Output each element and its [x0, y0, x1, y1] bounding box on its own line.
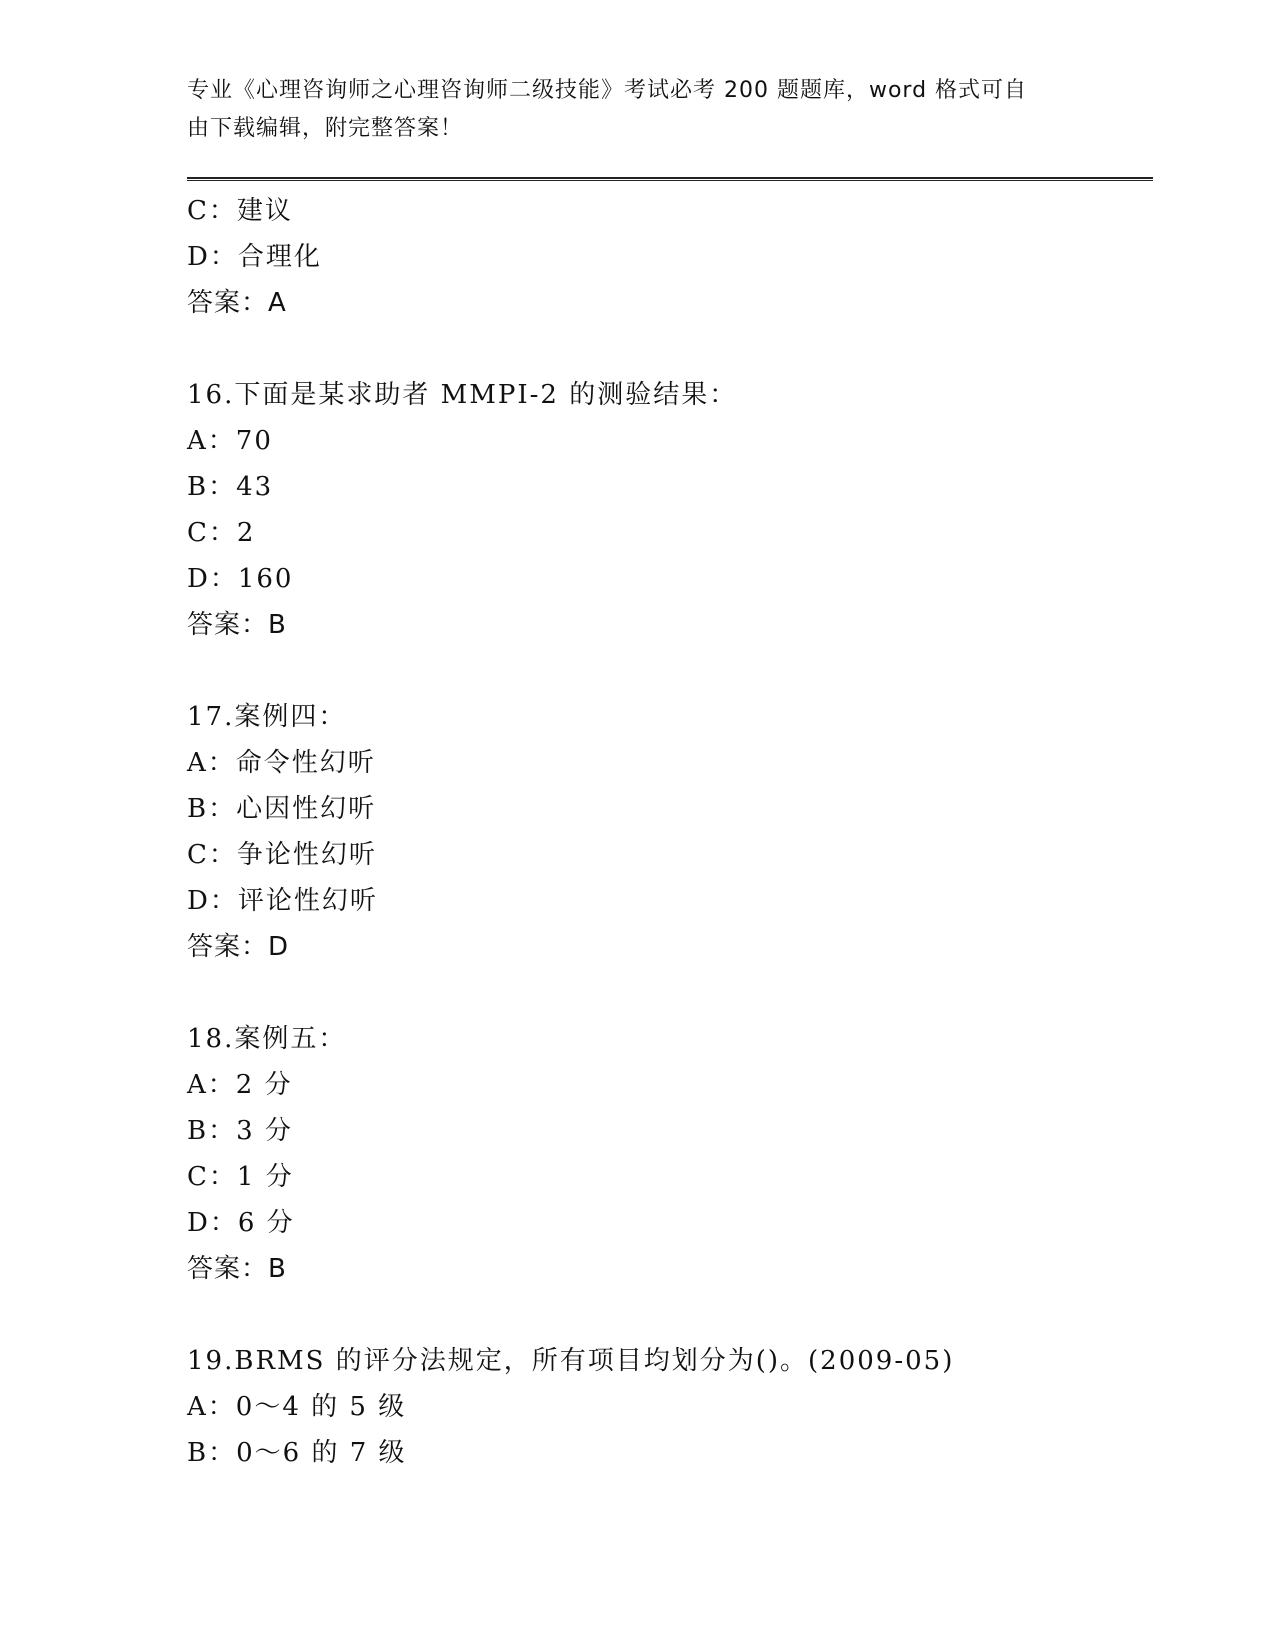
option-b: B：43: [187, 472, 274, 502]
option-d: D：6 分: [187, 1208, 295, 1238]
option-b: B：0～6 的 7 级: [187, 1438, 407, 1468]
answer-line: 答案：B: [187, 1254, 287, 1284]
question-text: 17.案例四：: [187, 702, 347, 732]
option-a: A：70: [187, 426, 273, 456]
question-block-19: [187, 1338, 1147, 1476]
option-a: A：0～4 的 5 级: [187, 1392, 407, 1422]
spacer: [187, 970, 1147, 1016]
question-block-15: [187, 188, 1147, 326]
spacer: [187, 326, 1147, 372]
question-text: 16.下面是某求助者 MMPI-2 的测验结果：: [187, 380, 738, 410]
option-b: B：3 分: [187, 1116, 293, 1146]
answer-line: 答案：A: [187, 288, 287, 318]
spacer: [187, 648, 1147, 694]
option-c: C：建议: [187, 196, 293, 226]
option-d: D：合理化: [187, 242, 322, 272]
option-c: C：2: [187, 518, 256, 548]
option-d: D：评论性幻听: [187, 886, 378, 916]
question-block-16: [187, 372, 1147, 648]
option-c: C：争论性幻听: [187, 840, 377, 870]
question-block-18: [187, 1016, 1147, 1292]
spacer: [187, 1292, 1147, 1338]
question-list: [187, 188, 1147, 1476]
option-c: C：1 分: [187, 1162, 294, 1192]
option-b: B：心因性幻听: [187, 794, 377, 824]
question-block-17: [187, 694, 1147, 970]
question-text: 19.BRMS 的评分法规定，所有项目均划分为()。(2009-05): [187, 1346, 955, 1376]
answer-line: 答案：D: [187, 932, 290, 962]
option-d: D：160: [187, 564, 294, 594]
header-title-line-1: 专业《心理咨询师之心理咨询师二级技能》考试必考 200 题题库，word 格式可自: [187, 78, 1028, 103]
header-title-line-2: 由下载编辑，附完整答案！: [187, 116, 464, 141]
question-text: 18.案例五：: [187, 1024, 347, 1054]
document-header: [187, 72, 1067, 148]
option-a: A：命令性幻听: [187, 748, 376, 778]
header-divider: [187, 177, 1153, 181]
option-a: A：2 分: [187, 1070, 293, 1100]
answer-line: 答案：B: [187, 610, 287, 640]
